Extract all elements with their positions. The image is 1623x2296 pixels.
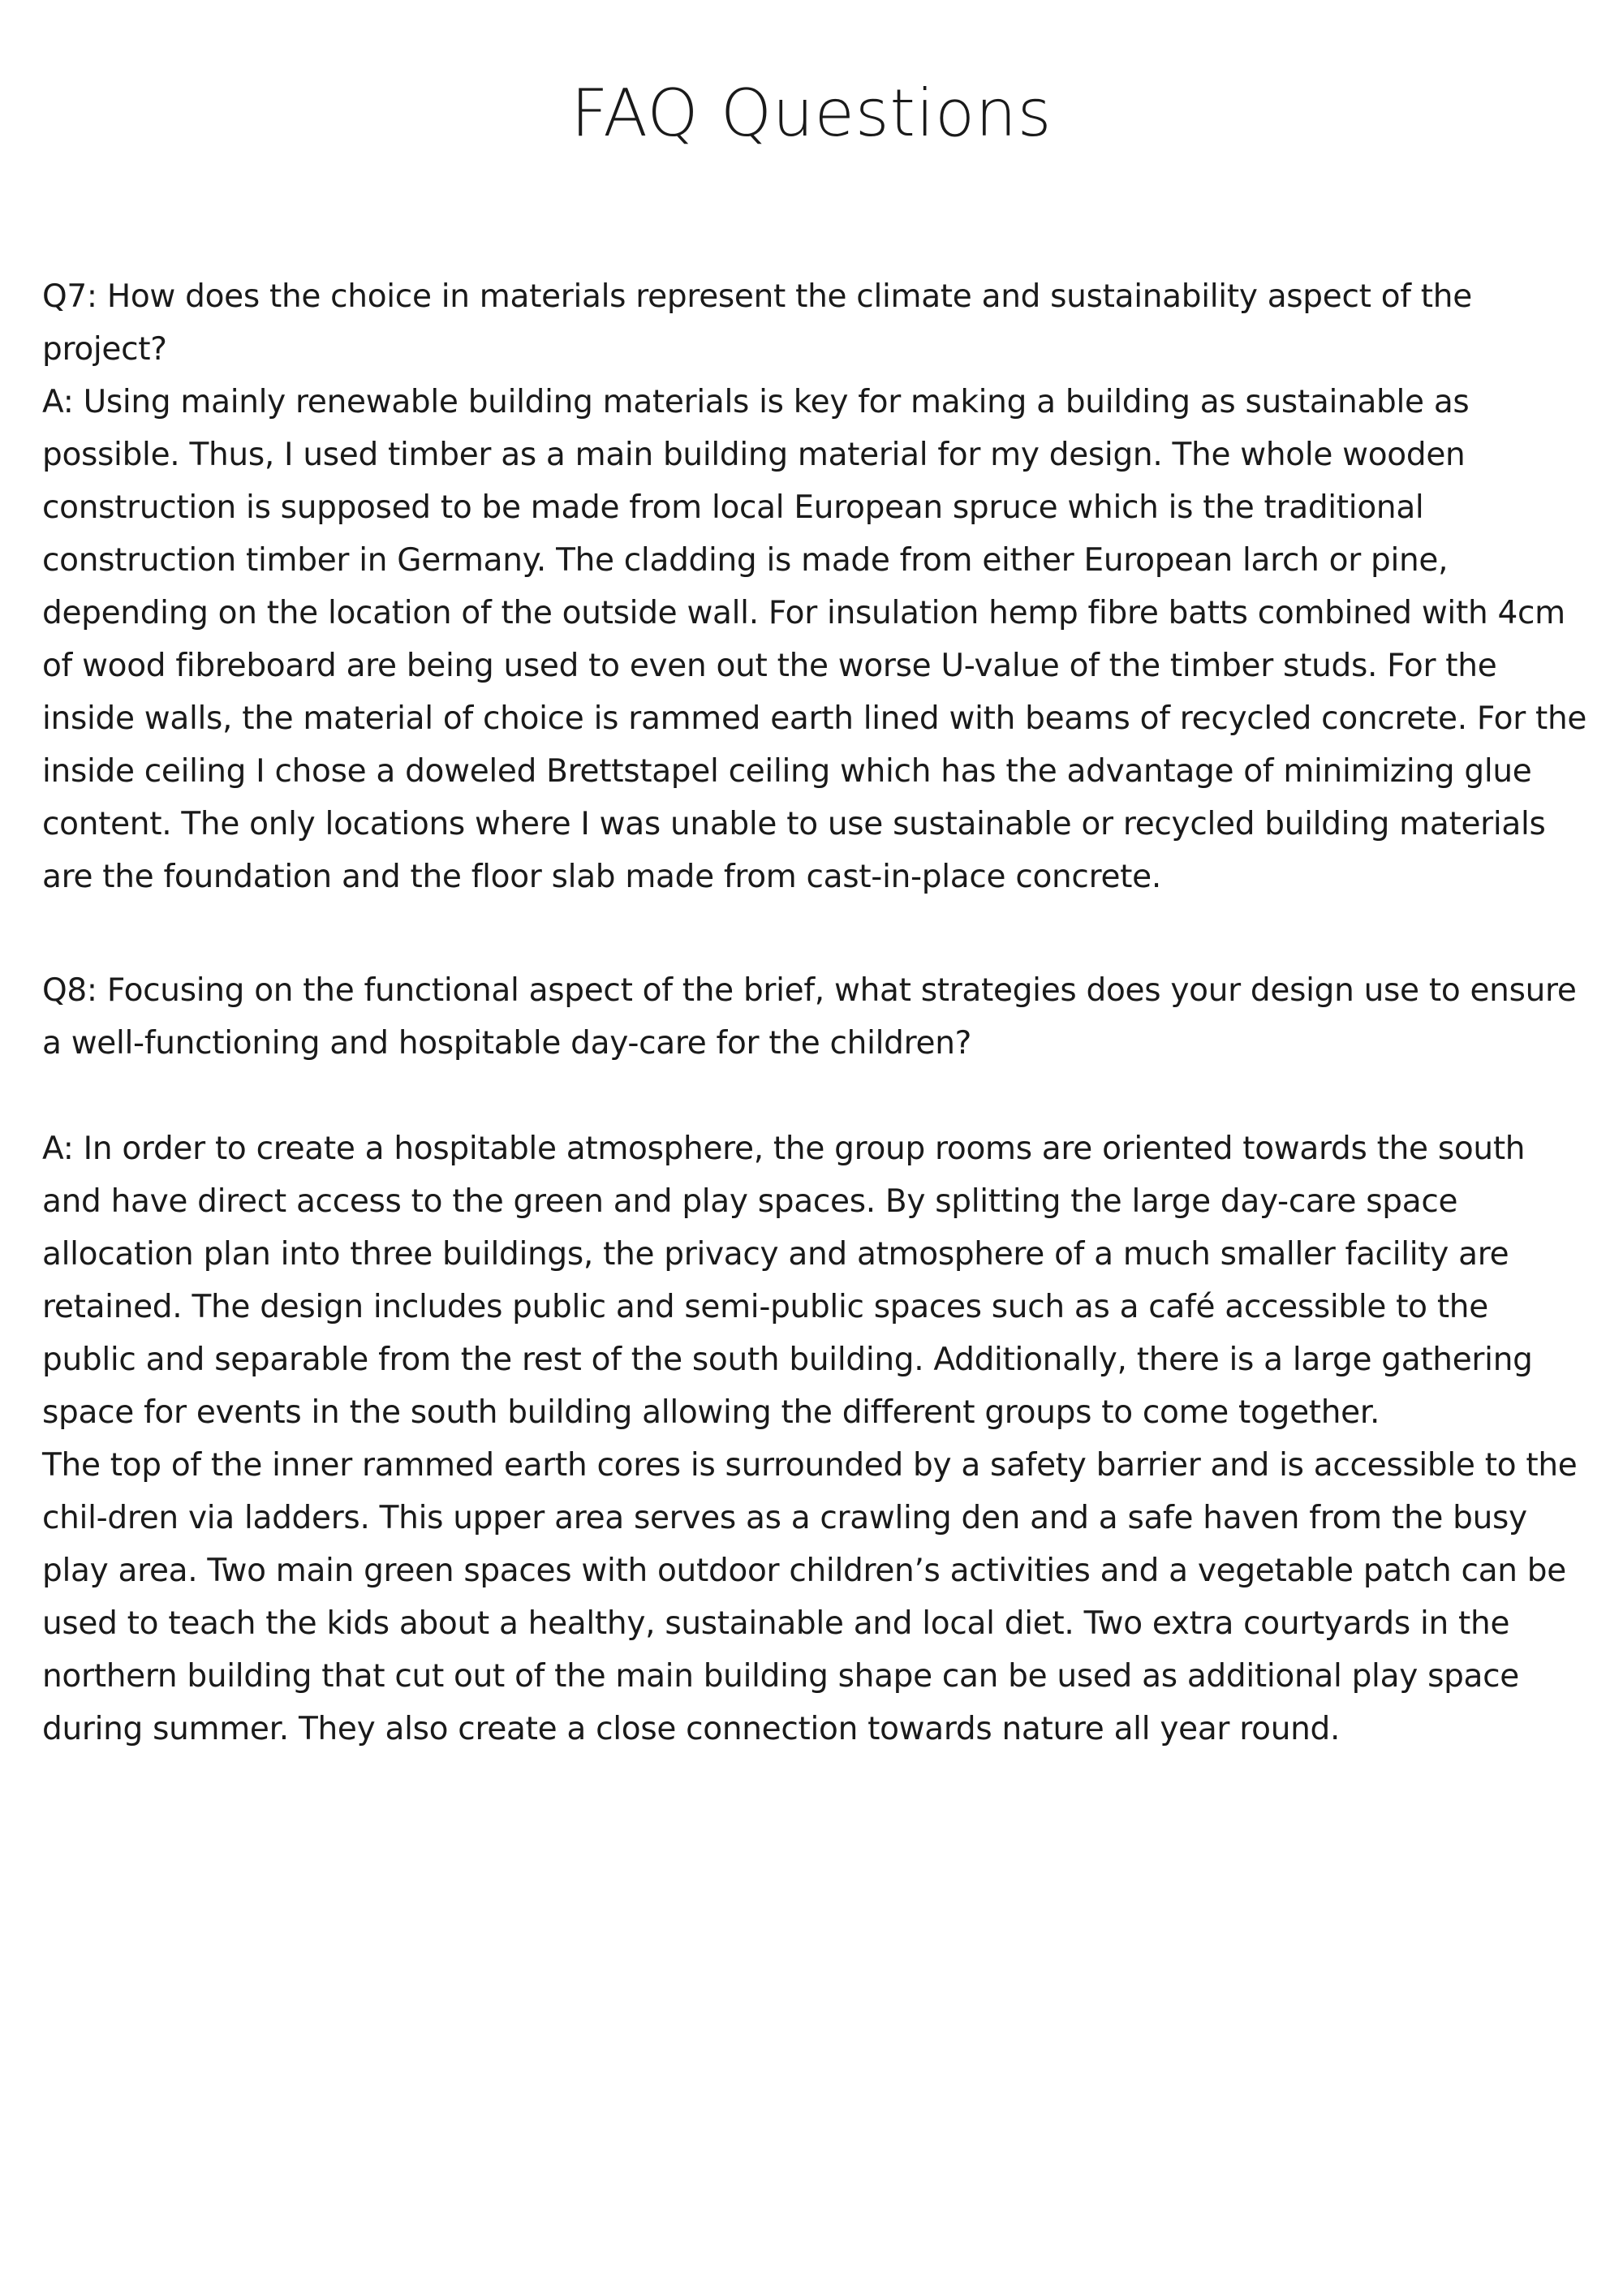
faq-answer-q7: A: Using mainly renewable building materials is key for making a building as sustainable as possible. Thus, I used timber as a main building material for my design. The whole wooden construction is supposed to be made from local European spruce which is the traditional construction timber in Germany. The cladding is made from either European larch or pine, depending on the location of the outside wall. For insulation hemp fibre batts combined with 4cm of wood fibreboard are being used to even out the worse U-value of the timber studs. For the inside walls, the material of choice is rammed earth lined with beams of recycled concrete. For the inside ceiling I chose a doweled Brettstapel ceiling which has the advantage of minimizing glue content. The only locations where I was unable to use sustainable or recycled building materials are the foundation and the floor slab made from cast-in-place concrete. [42,384,1587,895]
faq-answer-q8-paragraph-1: A: In order to create a hospitable atmosphere, the group rooms are oriented towards the south and have direct access to the green and play spaces. By splitting the large day-care space allocation plan into three buildings, the privacy and atmosphere of a much smaller facility are retained. The design includes public and semi-public spaces such as a café accessible to the public and separable from the rest of the south building. Additionally, there is a large gathering space for events in the south building allowing the different groups to come together. [42,1131,1533,1431]
page-title: FAQ Questions [570,75,1053,151]
faq-question-q7: Q7: How does the choice in materials represent the climate and sustainability aspect of the project? [42,278,1472,368]
faq-answer-q8-paragraph-2: The top of the inner rammed earth cores is surrounded by a safety barrier and is accessible to the chil-dren via ladders. This upper area serves as a crawling den and a safe haven from the busy play area. Two main green spaces with outdoor children’s activities and a vegetable patch can be used to teach the kids about a healthy, sustainable and local diet. Two extra courtyards in the northern building that cut out of the main building shape can be used as additional play space during summer. They also create a close connection towards nature all year round. [42,1447,1578,1747]
faq-question-q8: Q8: Focusing on the functional aspect of the brief, what strategies does your design use to ensure a well-functioning and hospitable day-care for the children? [42,972,1577,1062]
